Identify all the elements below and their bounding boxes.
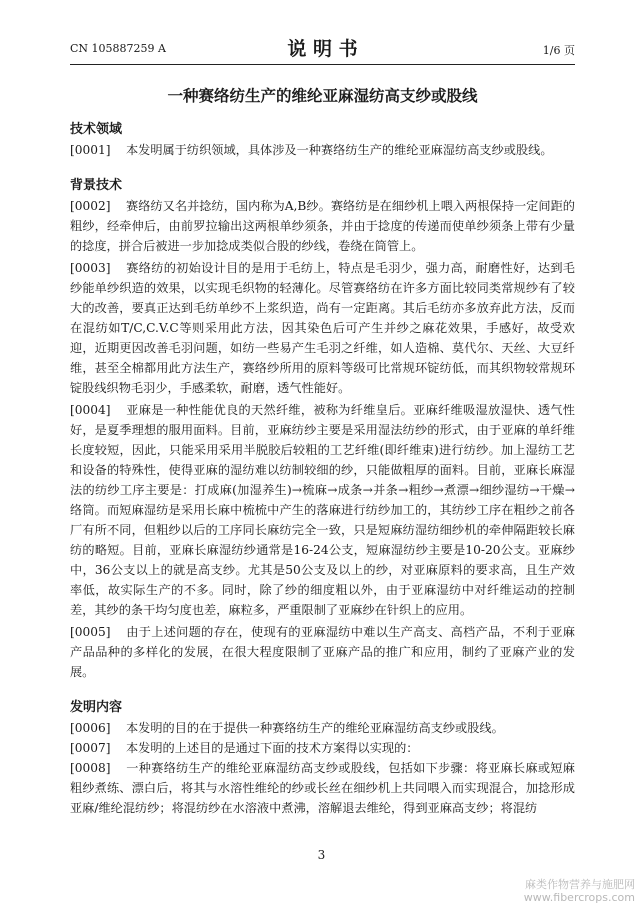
paragraph-number: [0003] bbox=[70, 261, 111, 275]
paragraph-text: 本发明属于纺织领域，具体涉及一种赛络纺生产的维纶亚麻湿纺高支纱或股线。 bbox=[126, 143, 553, 157]
paragraph-number: [0002] bbox=[70, 199, 111, 213]
header-rule bbox=[70, 64, 575, 65]
page-header bbox=[70, 30, 575, 60]
section-heading-technical-field: 技术领域 bbox=[70, 122, 123, 137]
paragraph-0007 bbox=[70, 738, 575, 758]
section-heading-background: 背景技术 bbox=[70, 178, 123, 193]
paragraph-text: 本发明的目的在于提供一种赛络纺生产的维纶亚麻湿纺高支纱或股线。 bbox=[126, 721, 504, 735]
paragraph-text: 亚麻是一种性能优良的天然纤维，被称为纤维皇后。亚麻纤维吸湿放湿快、透气性好，是夏季理想的服用面料。目前，亚麻纺纱主要是采用湿法纺纱的形式，由于亚麻的单纤维长度较短，因此，只能采用采用半脱胶后较粗的工艺纤维(即纤维束)进行纺纱。加上湿纺工艺和设备的特殊性，使得亚麻的湿纺难以纺制较细的纱，只能做粗厚的面料。目前，亚麻长麻湿法的纺纱工序主要是：打成麻(加湿养生)→梳麻→成条→并条→粗纱→煮漂→细纱湿纺→干燥→络筒。而短麻湿纺是采用长麻中梳梳中产生的落麻进行纺纱加工的，其纺纱工序在粗纱之前各厂有所不同，但粗纱以后的工序同长麻纺完全一致，只是短麻纺湿纺细纱机的牵伸隔距较长麻纺的略短。目前，亚麻长麻湿纺纱通常是16-24公支，短麻湿纺纱主要是10-20公支。亚麻纱中，36公支以上的就是高支纱。尤其是50公支及以上的纱，对亚麻原料的要求高，且生产效率低，故实际生产的不多。同时，除了纱的细度粗以外，由于亚麻湿纺中对纤维运动的控制差，其纱的条干均匀度也差，麻粒多，严重限制了亚麻纱在针织上的应用。 bbox=[70, 403, 575, 617]
section-heading-summary: 发明内容 bbox=[70, 700, 123, 715]
paragraph-0005 bbox=[70, 622, 575, 682]
paragraph-0001 bbox=[70, 140, 575, 160]
patent-number: CN 105887259 A bbox=[70, 42, 166, 55]
watermark bbox=[524, 878, 635, 904]
paragraph-text: 一种赛络纺生产的维纶亚麻湿纺高支纱或股线，包括如下步骤：将亚麻长麻或短麻粗纱煮练、漂白后，将其与水溶性维纶的纱或长丝在细纱机上共同喂入而实现混合，加捻形成亚麻/维纶混纺纱；将混纺纱在水溶液中煮沸，溶解退去维纶，得到亚麻高支纱；将混纺 bbox=[70, 761, 575, 815]
paragraph-0008 bbox=[70, 758, 575, 818]
paragraph-text: 赛络纺的初始设计目的是用于毛纺上，特点是毛羽少，强力高，耐磨性好，达到毛纱能单纱织造的效果，以实现毛织物的轻薄化。尽管赛络纺在许多方面比较同类常规纱有了较大的改善，要真正达到毛纺单纱不上浆织造，尚有一定距离。其后毛纺亦多放弃此方法，反而在混纺如T/C,C.V.C等则采用此方法，因其染色后可产生并纱之麻花效果，手感好，故受欢迎，近期更因改善毛羽问题，如纺一些易产生毛羽之纤维，如人造棉、莫代尔、天丝、大豆纤维，甚至全棉都用此方法生产，赛络纱所用的原料等级可比常规环锭纺低，而其织物较常规环锭股线织物毛羽少，手感柔软，耐磨，透气性能好。 bbox=[70, 261, 575, 395]
paragraph-0004 bbox=[70, 400, 575, 620]
paragraph-text: 本发明的上述目的是通过下面的技术方案得以实现的： bbox=[126, 741, 419, 755]
paragraph-number: [0001] bbox=[70, 143, 111, 157]
paragraph-number: [0004] bbox=[70, 403, 111, 417]
paragraph-0002 bbox=[70, 196, 575, 256]
document-body bbox=[70, 118, 575, 818]
paragraph-number: [0008] bbox=[70, 761, 111, 775]
paragraph-0006 bbox=[70, 718, 575, 738]
paragraph-text: 赛络纺又名并捻纺，国内称为A,B纱。赛络纺是在细纱机上喂入两根保持一定间距的粗纱，经牵伸后，由前罗拉输出这两根单纱须条，并由于捻度的传递而使单纱须条上带有少量的捻度，拼合后被进一步加捻成类似合股的纱线，卷绕在筒管上。 bbox=[70, 199, 575, 253]
paragraph-0003 bbox=[70, 258, 575, 398]
watermark-url: www.fibercrops.com bbox=[523, 891, 635, 904]
paragraph-number: [0007] bbox=[70, 741, 111, 755]
page-indicator: 1/6 页 bbox=[542, 44, 575, 57]
paragraph-number: [0006] bbox=[70, 721, 111, 735]
paragraph-number: [0005] bbox=[70, 625, 111, 639]
watermark-site-name: 麻类作物营养与施肥网 bbox=[525, 878, 635, 891]
document-type: 说 明 书 bbox=[287, 38, 358, 60]
page-number: 3 bbox=[317, 848, 326, 862]
paragraph-text: 由于上述问题的存在，使现有的亚麻湿纺中难以生产高支、高档产品，不利于亚麻产品品种的多样化的发展，在很大程度限制了亚麻产品的推广和应用，制约了亚麻产业的发展。 bbox=[70, 625, 575, 679]
document-title: 一种赛络纺生产的维纶亚麻湿纺高支纱或股线 bbox=[167, 87, 478, 105]
